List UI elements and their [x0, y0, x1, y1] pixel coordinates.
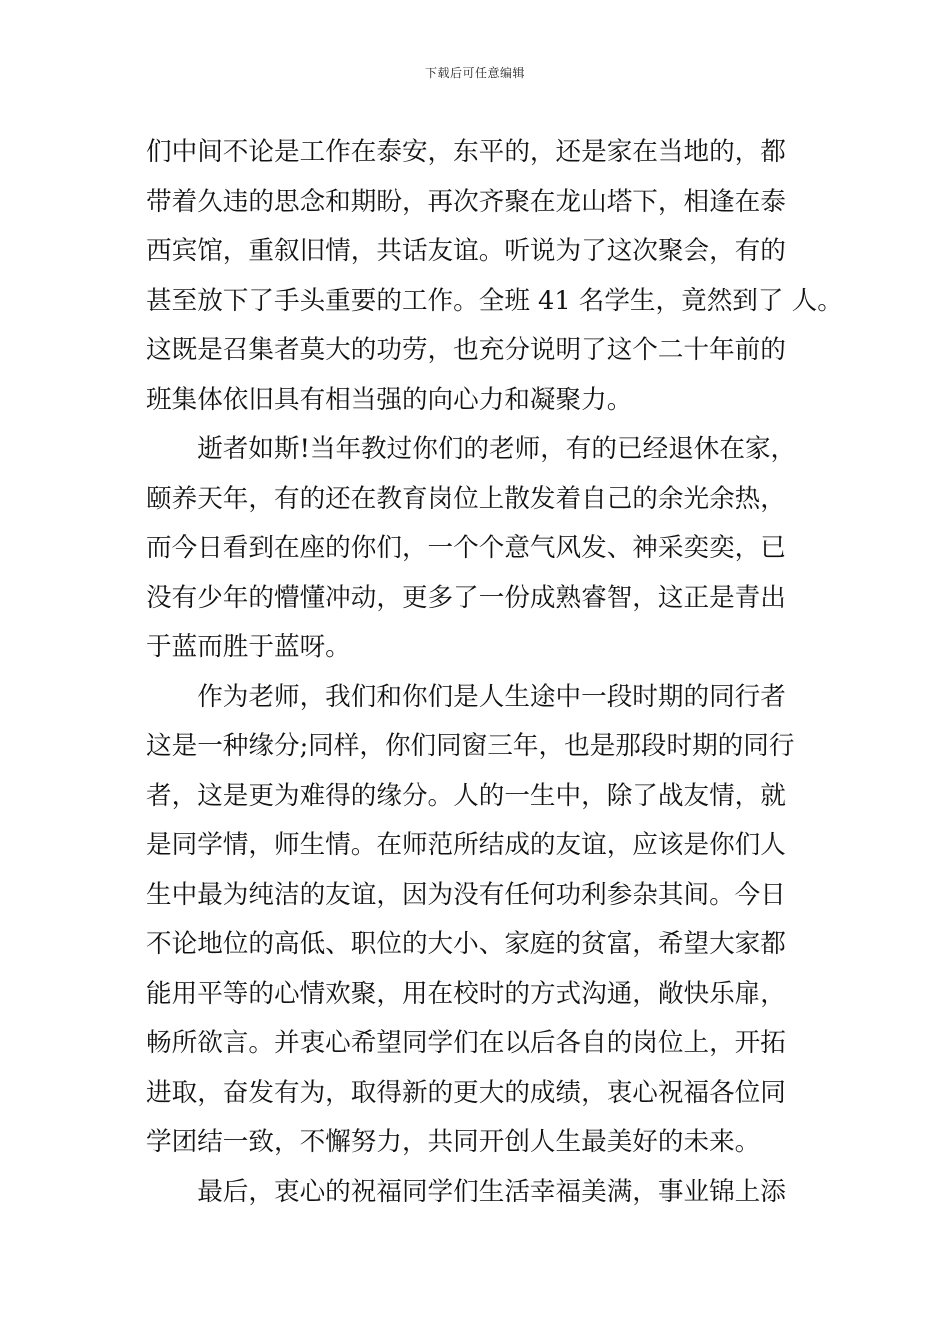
page-header: 下载后可任意编辑 — [424, 66, 525, 80]
text-line: 进取，奋发有为，取得新的更大的成绩，衷心祝福各位同 — [146, 1077, 786, 1108]
text-line: 于蓝而胜于蓝呀。 — [146, 632, 351, 662]
text-line: 颐养天年，有的还在教育岗位上散发着自己的余光余热， — [146, 483, 786, 514]
text-line: 学团结一致，不懈努力，共同开创人生最美好的未来。 — [146, 1127, 761, 1157]
text-line: 者，这是更为难得的缘分。人的一生中，除了战友情，就 — [146, 780, 786, 811]
text-line: 班集体依旧具有相当强的向心力和凝聚力。 — [146, 384, 633, 415]
text-line: 不论地位的高低、职位的大小、家庭的贫富，希望大家都 — [146, 929, 786, 959]
text-line: 逝者如斯!当年教过你们的老师，有的已经退休在家， — [146, 434, 797, 464]
text-line: 作为老师，我们和你们是人生途中一段时期的同行者 — [146, 681, 786, 712]
text-line: 畅所欲言。并衷心希望同学们在以后各自的岗位上，开拓 — [146, 1028, 786, 1058]
text-line: 们中间不论是工作在泰安，东平的，还是家在当地的，都 — [146, 137, 786, 167]
text-line: 这既是召集者莫大的功劳，也充分说明了这个二十年前的 — [146, 335, 786, 365]
document-body — [146, 128, 846, 1217]
text-line: 这是一种缘分;同样，你们同窗三年，也是那段时期的同行 — [146, 731, 795, 761]
text-line: 最后，衷心的祝福同学们生活幸福美满，事业锦上添 — [146, 1176, 786, 1207]
text-line: 能用平等的心情欢聚，用在校时的方式沟通，敞快乐扉， — [146, 978, 786, 1009]
text-line: 西宾馆，重叙旧情，共话友谊。听说为了这次聚会，有的 — [146, 236, 786, 266]
text-line: 没有少年的懵懂冲动，更多了一份成熟睿智，这正是青出 — [146, 582, 786, 613]
text-line: 而今日看到在座的你们，一个个意气风发、神采奕奕，已 — [146, 533, 786, 563]
text-line: 生中最为纯洁的友谊，因为没有任何功利参杂其间。今日 — [146, 879, 786, 910]
text-line: 是同学情，师生情。在师范所结成的友谊，应该是你们人 — [146, 830, 786, 860]
text-line: 带着久违的思念和期盼，再次齐聚在龙山塔下，相逢在泰 — [146, 186, 786, 217]
text-line: 甚至放下了手头重要的工作。全班 41 名学生，竟然到了 人。 — [146, 285, 843, 316]
